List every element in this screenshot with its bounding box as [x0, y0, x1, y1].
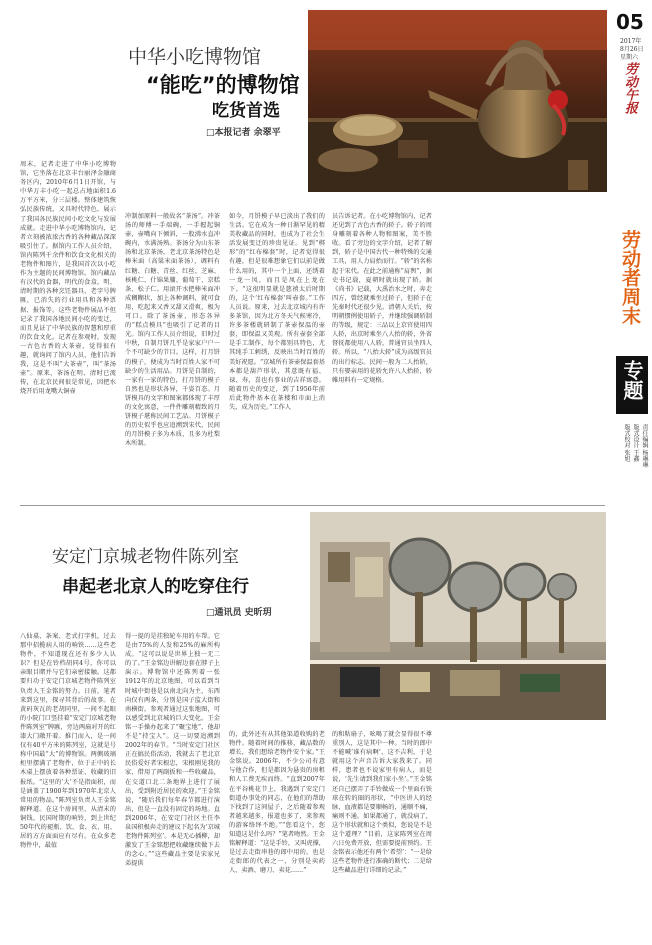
editor-credit-3: 版式校对 张旭 [623, 424, 630, 462]
editor-credit-1: 责任编辑 杨琳琳 [641, 424, 648, 468]
article1-subtitle-2: 吃货首选 [212, 101, 280, 121]
article1-column-3: 如今，月饼模子早已淡出了我们的生活。它在成为一种日渐罕见的精美收藏品的同时，也成为了社会生活发展变迁的珍贵见证。见到“梆形”的“红布棉套”时，记者觉得很有趣，但是很难想象它们以前是做什么用的，其中一个上面，还绣着一龙一凤，而且是凤在上龙在下。“这很明显就是慈禧太后时期的，这个‘红布棉套’叫壶套。”工作人员说。原来，过去北京城内有许多茶馆，因为北方冬天气候寒冷，许多茶楼就研制了茶壶保温的壶套，即保温又美观。所有壶套全部是手工制作，每个都别具特色，尤其纯手工刺绣，反映出当时百姓的美好祝愿。“京城所有茶壶保温套基本都是葫芦形状，其意既有福、禄、寿，喜也有事业的吉祥寓意。随着历史的变迁，到了1956年前后此物件基本在茶楼和市面上消失，成为历史。”工作人 [229, 213, 325, 411]
article1-column-2: 冲制加原料一般故名“茶汤”。冲茶汤的师傅一手端碗，一手握起铜壶，壶嘴向下倾斜，一股沸水直冲碗内，水满汤熟。茶汤分为山东茶汤和北京茶汤，老北京茶汤特色是棒米面（高粱米面茶汤），调料有红糖、白糖、青丝、红丝、芝麻、核桃仁、什锦果脯、葡萄干、京糕条、松子仁。用滚开水把棒米面冲成稠糊状，加上各种调料，就可食用，吃起来又香又甜又滑爽，极为可口。除了茶汤壶，形态各异的“糕点模具”也吸引了记者的目光。馆内工作人员介绍说，旧时过中秋，自制月饼几乎是家家户户一个不可缺少的节目。这样，打月饼的模子，便成为当时百姓人家不可缺少的生活用品。月饼是自制的，一家有一家的特色，打月饼的模子自然也是形状各异，千姿百态。月饼模具的文字和图案都体现了丰厚的文化寓意，一件件雕刻精致的月饼模子堪称民间工艺品。月饼模子的历史似乎也应追溯到宋代，民间的月饼模子多为木质，且多为杜梨木所制。 [125, 213, 220, 448]
photo-museum-teapot [308, 10, 607, 192]
masthead: 劳动午报 [622, 62, 637, 114]
article2-column-3: 的，此外还有从其他渠道收购的老物件。随着时间的推移，藏品数的增长，我们想给老物件安个家。”王金铭说。2006年，不少公司有意与他合作，但是都因为悬贵的房租和人工费无疾而终。“直到2007年在平谷桃花节上，我遇到了安定门街道办事处的同志，在他们的帮助下找到了这间屋子，之后随着参观者越来越多，报道也多了，来参观的游客络绎不绝。”“您看这个，您知道这是什么吗？”笔者吻然。王金铭解释道：“这是手铃，又叫虎撑，是过去走街串巷的郎中用的，也是走街郎的代表之一，分别是卖药人、卖酒、磨刀、卖花……” [229, 731, 325, 875]
article1-subtitle-1: “能吃”的博物馆 [146, 73, 300, 97]
article2-column-2: 得一提的是挂独轮车用的车帮。它是由75%的人发和25%的麻所构成。“这可以说是世界上独一无二的了。”王金铭边讲解边套在脖子上演示。博物馆中还陈列着一张1912年的北京地图，可以看到当时城中街巷是以南北向为主，东西向仅有两条，分别是国子监大街和南横街。参观者通过这张地图，可以感受到北京城的巨大变化。王金铭一手操办起来了“聚宝地”，他却不是“持宝人”。这一切要追溯到2002年的春节。“当时安定门社区正在搞民俗活动，我就去了老北京民俗爱好者宋根忠，宋根刚见我的家，借用了两副扳和一些收藏品，在交道口北二条地界上进行了展出，受到附近居民的欢迎。”王金铭说，“随后我们每年春节都进行演出，但是一直没有固定的场地。直到2006年，在安定门社区主任李泉国积极奔走的建议下起名为‘京城老物件陈列室’。本是无心插柳，却激发了王金铭想把收藏继续做下去的念心。”“这些藏品主要是宋家兄弟提供 [125, 633, 220, 868]
section-title-feature-text: 专题 [620, 360, 644, 400]
article2-column-1: 八仙桌、条案、老式打字机，过去那中招揽病人用的响铁……这些老物件，不知道现在还有多少人认识？但是在铃档胡同4号，你可以亲眼目睹并与它们亲密接触。这都要归功于安定门京城老物件陈列室负责人王金铭的努力。日前，笔者来到这里，探寻其背后的故事。在黄码灰瓦的老胡同里，一间不起眼的小院门口竖挂着“安定门京城老物件陈列室”牌匾，旁边两扇对开的红漆大门敞开着。推门而入，是一间仅有40平方米的陈列室，这就是号称中国最“大”的博物馆。两侧玻璃柜里摆满了老物件，位于正中的长木桌上摆放着各种票证、收藏的旧报纸。“这里的‘大’不是指面积，而是涵盖了1900年到1970年北京人常用的物品。”陈列室负责人王金铭解释道。在这个房间里，从清末的铜钱、民国时期的响铃，到上世纪50年代的褪瓶、饮、食、衣、用、居的方方面面应有尽有。在众多老物件中，最值 [20, 633, 116, 850]
page-weekday: 星期六 [620, 54, 639, 61]
article2-byline: □通讯员 史昕玥 [206, 608, 272, 618]
page-number: 05 [616, 10, 644, 34]
article1-column-1: 周末，记者走进了中华小吃博物馆，它坐落在北京丰台丽泽金融商务区内，2010年6月1日开馆，与中华万丰小吃一起总占地面积1.6万平方米，分三层楼。整体建筑恢弘民族传统，又具时代特色，展示了我国各民族民间小吃文化与发展成就。走进中华小吃博物馆内，记者立刻被浓浓古香的各种藏品深深吸引住了。据馆内工作人员介绍，馆内陈列千余件和饮食文化相关的老物件和图片，是我国首次以小吃作为主题的民间博物馆。馆内藏品有汉代的食器，明代的食盒，明、清时期的各种烹饪器具，老字号牌匾，已消失的行业用具和各种票据、报饰等。这些老物件展品不但记录了我国各地民间小吃的变迁，而且见证了中华民族的智慧和厚重的饮食文化。记者在参观时，发现一古色古香的大茶壶，觉得很有趣，就询问了馆内人员，他们告诉我，这是不叫“大茶壶”，叫“茶汤壶”。原来，茶汤在明、清时已流传，在北京民间很是常见，因把水烧开后用龙嘴大铜壶 [20, 161, 116, 396]
article-divider [20, 505, 605, 506]
article2-title: 安定门京城老物件陈列室 [52, 547, 239, 567]
article2-column-4: 的和粘扇子，吆喝了就会显得很不尊重别人，这是其中一种。当时的郎中不能喊‘谁有病啊’，这不吉利，于是就用这个声音告诉大家我来了。同样，患者也不说家里有病人，而是说，‘先生请到我们家小坐’。”王金铭还自己摆弄了手铃做成一个里面有铁球在转的圈的形状，“中医讲人的经脉，血液都是要顺畅的，通顺不痛，痛则不通。如果都通了，就没病了，这个形状就和这个类似，您说是不是这个道理？”目前，这家陈列室在周六日免费开放，但需要提前预约。王金铭表示他还有两个‘希望’：“一是给这些老物件进行准确的断代；二是给这些藏品进行详细的记录。” [332, 731, 432, 875]
photo-old-objects-room [310, 512, 606, 720]
article2-subtitle: 串起老北京人的吃穿住行 [62, 577, 249, 597]
article1-title: 中华小吃博物馆 [128, 46, 262, 68]
article1-byline: □本报记者 余翠平 [206, 128, 281, 138]
section-title-weekend: 劳动者周末 [619, 230, 641, 325]
page-date: 8月26日 [620, 46, 644, 53]
page-sidebar [612, 0, 652, 945]
editor-credit-2: 版式设计 王鑫 [632, 424, 639, 462]
page-date-year: 2017年 [620, 38, 642, 45]
article1-column-4: 员告诉记者。在小吃博物馆内，记者还见到了古色古香的轿子。轿子的周身雕刻着各种人物和图案，美不胜收。看了旁边的文字介绍，记者了解到，轿子是中国古代一种特殊的交通工具，用人力肩抬而行。“轿”的名称起于宋代。在此之前通称“肩舆”，据史书记载，夏朝时就出现了轿。据《尚书》记载，大禹治水之时，奔走四方，曾经就乘坐过轿子，但轿子在先秦时代还很少见。清朝人关后，按明朝惯例使用轿子，并继续强调轿制的等级，规定：三品以上京官使用四人轿，出京时乘坐八人抬的轿，外省督抚都使用八人轿，普通官员坐四人轿。所以，“八抬大轿”成为高级官员的出行标志。民间一般为二人抬轿，只有娶亲用的花轿允许八人抬轿，轿帷用料有一定规格。 [332, 213, 432, 384]
